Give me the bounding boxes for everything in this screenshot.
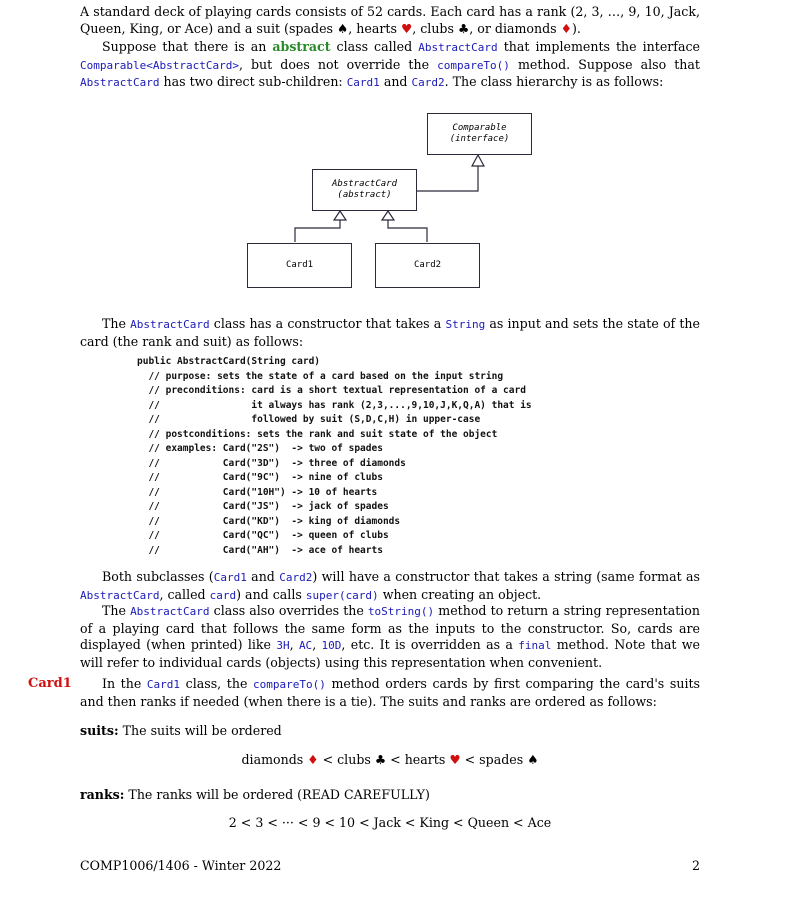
club-icon: ♣ <box>457 20 470 36</box>
abstract-keyword: abstract <box>272 39 331 54</box>
hierarchy-paragraph: Suppose that there is an abstract class called AbstractCard that implements the interface Comparable<AbstractCard>, but does not override the compareTo() method. Suppose also that AbstractCard has two direct sub-children: Card1 and Card2. The class hierarchy is as follows: <box>80 39 700 90</box>
code-line: // Card("AH") -> ace of hearts <box>137 544 383 556</box>
intro-paragraph: A standard deck of playing cards consists of 52 cards. Each card has a rank (2, 3, …, 9, 10, Jack, Queen, King, or Ace) and a suit (spades ♠, hearts ♥, clubs ♣, or diamonds ♦). <box>80 4 700 36</box>
comparable-interface-box: Comparable (interface) <box>427 113 532 155</box>
spade-icon: ♠ <box>527 752 539 767</box>
heart-icon: ♥ <box>400 20 413 36</box>
abstract-card-box: AbstractCard (abstract) <box>312 169 417 211</box>
card2-box: Card2 <box>375 243 480 288</box>
code-line: // Card("JS") -> jack of spades <box>137 501 389 512</box>
code-line: // Card("3D") -> three of diamonds <box>137 457 406 469</box>
code-line: // purpose: sets the state of a card based on the input string <box>137 370 504 382</box>
subclass-paragraph: Both subclasses (Card1 and Card2) will have a constructor that takes a string (same format as AbstractCard, called card) and calls super(card) when creating an object. <box>80 569 701 602</box>
code-line: // Card("QC") -> queen of clubs <box>137 530 389 541</box>
code-line: // it always has rank (2,3,...,9,10,J,K,Q,A) that is <box>137 399 532 411</box>
constructor-paragraph: The AbstractCard class has a constructor that takes a String as input and sets the state of the card (the rank and suit) as follows: <box>80 316 700 349</box>
code-line: // Card("9C") -> nine of clubs <box>137 472 383 483</box>
club-icon: ♣ <box>374 752 387 767</box>
page-number: 2 <box>691 858 700 873</box>
tostring-paragraph: The AbstractCard class also overrides the toString() method to return a string representation of a playing card that follows the same form as the inputs to the constructor. So, cards are displayed (when printed) like 3H, AC, 10D, etc. It is overridden as a final method. Note that we will refer to individual cards (objects) using this representation when convenient. <box>80 603 700 671</box>
diamond-icon: ♦ <box>560 20 572 36</box>
code-line: // Card("KD") -> king of diamonds <box>137 515 401 527</box>
code-line: // examples: Card("2S") -> two of spades <box>137 443 383 454</box>
code-line: public AbstractCard(String card) <box>137 356 321 367</box>
heart-icon: ♥ <box>449 752 461 767</box>
code-line: // Card("10H") -> 10 of hearts <box>137 486 378 498</box>
spade-icon: ♠ <box>337 20 349 36</box>
compareto-paragraph: In the Card1 class, the compareTo() method orders cards by first comparing the card's suits and then ranks if needed (when there is a tie). The suits and ranks are ordered as follows: <box>80 676 700 709</box>
code-line: // followed by suit (S,D,C,H) in upper-case <box>137 414 481 425</box>
card1-box: Card1 <box>247 243 352 288</box>
card1-margin-label: Card1 <box>28 676 72 691</box>
diamond-icon: ♦ <box>307 752 319 767</box>
suits-heading: suits: The suits will be ordered <box>80 723 282 738</box>
rank-ordering: 2 < 3 < ··· < 9 < 10 < Jack < King < Queen < Ace <box>228 815 552 830</box>
code-line: // preconditions: card is a short textual representation of a card <box>137 385 526 396</box>
footer-course: COMP1006/1406 - Winter 2022 <box>80 858 282 873</box>
code-line: // postconditions: sets the rank and suit state of the object <box>137 428 498 440</box>
constructor-code-listing <box>137 355 532 558</box>
ranks-heading: ranks: The ranks will be ordered (READ CAREFULLY) <box>80 787 430 802</box>
suit-ordering: diamonds ♦ < clubs ♣ < hearts ♥ < spades ♠ <box>241 752 539 767</box>
